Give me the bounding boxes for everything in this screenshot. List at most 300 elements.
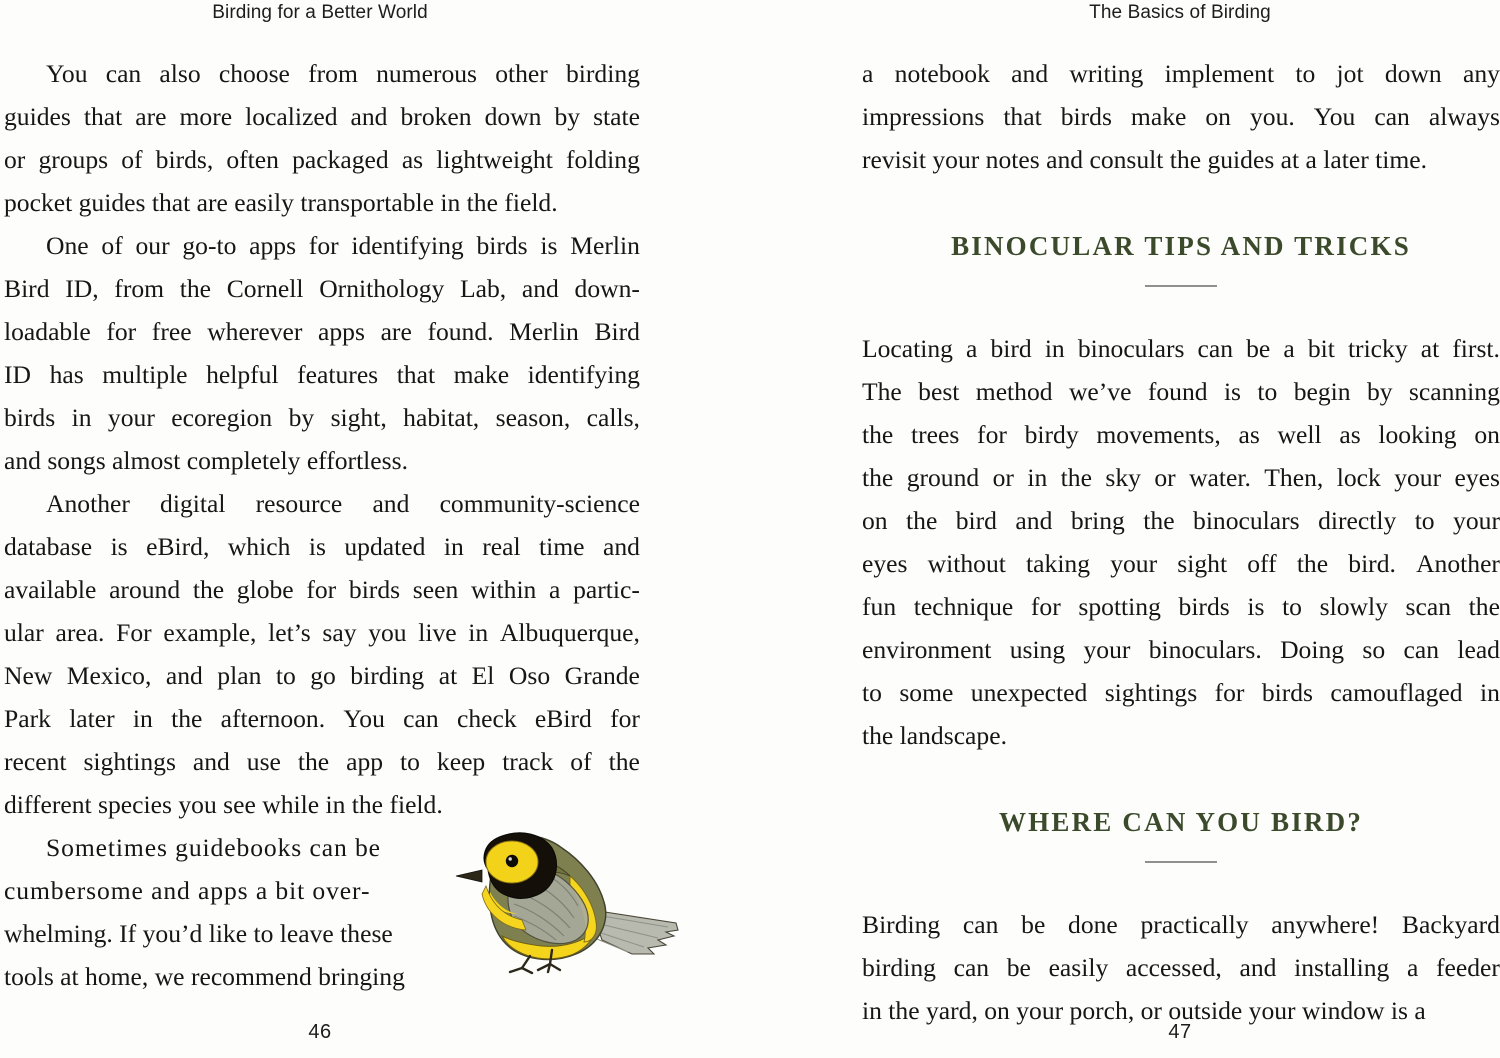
text-word: can: [105, 59, 142, 88]
text-word: bit: [1307, 334, 1335, 363]
text-word: globe: [236, 575, 294, 604]
text-word: are: [135, 102, 167, 131]
text-word: you.: [1249, 102, 1295, 131]
text-word: to: [1282, 592, 1302, 621]
text-word: to: [1414, 506, 1435, 535]
text-word: multiple: [102, 360, 188, 389]
text-word: the: [1468, 592, 1500, 621]
text-line: [4, 396, 640, 439]
text-line: pocket guides that are easily transportable in the field.: [4, 188, 558, 217]
text-word: installing: [1294, 953, 1390, 982]
text-line: [4, 310, 640, 353]
text-word: keep: [436, 747, 486, 776]
text-word: has: [49, 360, 84, 389]
text-word: as: [1238, 420, 1260, 449]
text-line: [862, 671, 1500, 714]
text-word: birding: [350, 661, 425, 690]
text-word: in: [71, 403, 92, 432]
text-word: as: [401, 145, 424, 174]
text-word: your: [1110, 549, 1158, 578]
text-word: time: [539, 532, 585, 561]
text-word: Then,: [1264, 463, 1324, 492]
text-word: for: [977, 420, 1007, 449]
text-word: is: [540, 231, 558, 260]
text-word: on: [1205, 102, 1231, 131]
text-word: and: [372, 489, 410, 518]
section-heading-block: [862, 801, 1500, 863]
text-word: easily: [1048, 953, 1109, 982]
text-word: and: [1011, 59, 1049, 88]
text-word: example,: [163, 618, 257, 647]
text-word: can: [962, 910, 999, 939]
text-word: by: [554, 102, 581, 131]
text-word: birds: [476, 231, 528, 260]
text-word: the: [1060, 463, 1092, 492]
text-word: that: [83, 102, 123, 131]
text-word: binoculars: [1077, 334, 1185, 363]
text-word: your: [1394, 463, 1442, 492]
text-line: tools at home, we recommend bringing: [4, 962, 405, 991]
text-line: [4, 525, 640, 568]
bird-beak: [456, 870, 482, 882]
text-word: The: [862, 377, 902, 406]
text-word: features: [297, 360, 379, 389]
text-word: the: [862, 463, 894, 492]
text-word: for: [306, 575, 337, 604]
text-word: binoculars.: [1148, 635, 1262, 664]
text-word: of: [121, 145, 143, 174]
text-word: the: [862, 420, 894, 449]
text-word: Merlin: [570, 231, 640, 260]
section-heading: BINOCULAR TIPS AND TRICKS: [951, 231, 1411, 261]
text-line: [4, 224, 640, 267]
text-word: within: [470, 575, 537, 604]
text-word: scanning: [1408, 377, 1500, 406]
text-word: fun: [862, 592, 897, 621]
text-word: sight,: [330, 403, 387, 432]
text-word: ground: [906, 463, 980, 492]
text-word: binoculars: [1193, 506, 1300, 535]
text-word: to: [1257, 377, 1278, 406]
text-word: You: [343, 704, 385, 733]
text-word: folding: [565, 145, 640, 174]
text-word: apps: [318, 317, 365, 346]
text-word: and: [350, 102, 388, 131]
text-word: looking: [1378, 420, 1457, 449]
text-word: area.: [55, 618, 105, 647]
text-word: is: [1247, 592, 1265, 621]
text-word: go-to: [182, 231, 237, 260]
text-word: that: [396, 360, 436, 389]
text-word: Bird: [594, 317, 640, 346]
text-word: broken: [400, 102, 472, 131]
text-word: birds: [1060, 102, 1112, 131]
text-word: the: [906, 506, 938, 535]
text-word: and: [602, 532, 640, 561]
text-word: live: [418, 618, 457, 647]
text-word: Lab,: [460, 274, 507, 303]
text-word: of: [570, 747, 592, 776]
text-word: is: [110, 532, 128, 561]
text-word: by: [288, 403, 315, 432]
text-line: [862, 413, 1500, 456]
text-word: ular: [4, 618, 44, 647]
text-word: Another: [46, 489, 130, 518]
text-word: is: [308, 532, 326, 561]
text-word: on: [1474, 420, 1500, 449]
text-word: to: [275, 661, 296, 690]
text-word: localized: [245, 102, 338, 131]
text-word: Backyard: [1401, 910, 1500, 939]
text-word: can: [953, 953, 990, 982]
text-word: Doing: [1280, 635, 1345, 664]
text-word: Albuquerque,: [499, 618, 640, 647]
text-word: birds: [348, 575, 401, 604]
text-word: groups: [38, 145, 109, 174]
section-divider-rule: [1145, 285, 1217, 287]
text-line: [862, 52, 1500, 95]
text-word: resource: [255, 489, 343, 518]
text-word: to: [1295, 59, 1316, 88]
text-word: can: [403, 704, 439, 733]
text-word: can: [1197, 334, 1234, 363]
text-word: bird: [990, 334, 1032, 363]
text-line: [862, 903, 1500, 946]
text-word: Oso: [508, 661, 551, 690]
text-line: [862, 95, 1500, 138]
text-word: Mexico,: [66, 661, 152, 690]
text-word: guides: [4, 102, 71, 131]
running-head-right: The Basics of Birding: [1089, 2, 1271, 23]
text-word: Park: [4, 704, 51, 733]
bird-eye-highlight: [509, 857, 512, 860]
text-word: for: [610, 704, 640, 733]
text-word: season,: [495, 403, 571, 432]
text-word: are: [380, 317, 412, 346]
text-word: birds: [4, 403, 56, 432]
text-line: [862, 542, 1500, 585]
text-word: birds: [1261, 678, 1314, 707]
text-word: bird: [955, 506, 997, 535]
text-word: found.: [427, 317, 494, 346]
text-word: or: [1154, 463, 1176, 492]
text-word: digital: [160, 489, 226, 518]
text-word: taking: [1026, 549, 1091, 578]
text-word: use: [246, 747, 281, 776]
text-word: writing: [1069, 59, 1144, 88]
text-word: afternoon.: [220, 704, 326, 733]
text-word: and: [521, 274, 559, 303]
text-word: and: [192, 747, 230, 776]
paragraph: [862, 903, 1500, 1032]
text-word: water.: [1189, 463, 1251, 492]
text-word: the: [179, 274, 212, 303]
paragraph: [4, 224, 640, 482]
text-word: of: [101, 231, 123, 260]
text-word: apps: [249, 231, 297, 260]
text-word: in: [132, 704, 153, 733]
text-word: be: [1006, 953, 1031, 982]
text-word: by: [1366, 377, 1393, 406]
text-word: your: [1453, 506, 1500, 535]
text-word: seen: [412, 575, 459, 604]
text-line: [4, 654, 640, 697]
text-word: bird.: [1348, 549, 1396, 578]
text-word: movements,: [1096, 420, 1221, 449]
text-word: the: [192, 575, 225, 604]
text-word: anywhere!: [1271, 910, 1380, 939]
text-word: eBird: [534, 704, 592, 733]
text-word: trees: [911, 420, 960, 449]
text-word: off: [1247, 549, 1277, 578]
text-word: sightings: [83, 747, 176, 776]
text-word: that: [1003, 102, 1042, 131]
text-word: One: [46, 231, 89, 260]
text-word: using: [1009, 635, 1066, 664]
text-word: down-: [574, 274, 640, 303]
text-word: ecoregion: [171, 403, 273, 432]
text-word: numerous: [376, 59, 478, 88]
text-word: a: [549, 575, 561, 604]
text-word: or: [4, 145, 26, 174]
text-word: lightweight: [436, 145, 553, 174]
page-number-left: 46: [308, 1021, 332, 1043]
text-word: done: [1068, 910, 1118, 939]
text-line: [862, 946, 1500, 989]
text-word: accessed,: [1125, 953, 1222, 982]
text-word: jot: [1336, 59, 1364, 88]
text-word: packaged: [292, 145, 389, 174]
text-word: at: [438, 661, 458, 690]
text-word: Another: [1416, 549, 1500, 578]
text-word: any: [1462, 59, 1500, 88]
text-word: your: [1083, 635, 1131, 664]
text-word: implement: [1164, 59, 1275, 88]
text-word: sky: [1105, 463, 1141, 492]
text-word: the: [608, 747, 640, 776]
text-word: for: [1214, 678, 1245, 707]
text-word: habitat,: [403, 403, 480, 432]
text-word: loadable: [4, 317, 91, 346]
text-word: Locating: [862, 334, 953, 363]
section-divider-rule: [1145, 861, 1217, 863]
text-word: spotting: [1078, 592, 1161, 621]
text-word: for: [308, 231, 339, 260]
text-word: recent: [4, 747, 67, 776]
text-line: [4, 740, 640, 783]
paragraph: [862, 327, 1500, 757]
text-word: directly: [1318, 506, 1397, 535]
text-word: more: [179, 102, 233, 131]
text-line: and songs almost completely effortless.: [4, 446, 408, 475]
text-word: tricky: [1347, 334, 1408, 363]
page-number-right: 47: [1168, 1021, 1192, 1043]
text-word: the: [171, 704, 203, 733]
paragraph: [862, 52, 1500, 181]
text-word: in: [1044, 334, 1065, 363]
text-word: plan: [217, 661, 262, 690]
text-line: [862, 499, 1500, 542]
text-word: camouflaged: [1330, 678, 1463, 707]
text-word: go: [310, 661, 336, 690]
text-line: [862, 370, 1500, 413]
text-word: the: [1143, 506, 1175, 535]
text-line: revisit your notes and consult the guides at a later time.: [862, 145, 1428, 174]
text-word: For: [116, 618, 152, 647]
text-word: app: [346, 747, 384, 776]
text-line: different species you see while in the field.: [4, 790, 443, 819]
text-word: be: [1021, 910, 1046, 939]
text-line: [862, 456, 1500, 499]
text-word: and: [1015, 506, 1053, 535]
text-line: whelming. If you’d like to leave these: [4, 919, 393, 948]
text-word: bring: [1070, 506, 1125, 535]
text-word: updated: [344, 532, 426, 561]
text-line: Sometimes guidebooks can be: [46, 833, 381, 862]
text-word: and: [1239, 953, 1277, 982]
text-word: birds: [1178, 592, 1230, 621]
text-word: wherever: [207, 317, 303, 346]
text-word: eyes: [1454, 463, 1500, 492]
text-word: Ornithology: [319, 274, 445, 303]
text-word: feeder: [1436, 953, 1500, 982]
text-word: make: [453, 360, 510, 389]
text-word: at: [1420, 334, 1440, 363]
text-word: from: [114, 274, 165, 303]
text-word: partic-: [573, 575, 640, 604]
text-word: environment: [862, 635, 992, 664]
text-word: track: [502, 747, 554, 776]
text-word: available: [4, 575, 97, 604]
hooded-warbler-svg: [452, 818, 682, 976]
text-word: practically: [1140, 910, 1249, 939]
paragraph: [4, 482, 640, 826]
text-word: eBird,: [146, 532, 210, 561]
text-line: cumbersome and apps a bit over-: [4, 876, 371, 905]
text-word: down: [1384, 59, 1442, 88]
text-word: You: [1313, 102, 1356, 131]
text-word: the: [1296, 549, 1329, 578]
text-word: or: [992, 463, 1014, 492]
text-word: choose: [218, 59, 290, 88]
text-word: can: [1374, 102, 1410, 131]
text-word: in: [1027, 463, 1048, 492]
text-line: [4, 267, 640, 310]
text-word: around: [109, 575, 181, 604]
text-word: You: [46, 59, 88, 88]
text-word: calls,: [586, 403, 640, 432]
text-word: state: [593, 102, 640, 131]
text-word: a: [966, 334, 978, 363]
text-word: your: [107, 403, 155, 432]
text-word: other: [495, 59, 548, 88]
text-word: well: [1277, 420, 1322, 449]
hooded-warbler-illustration: [452, 818, 682, 976]
text-word: can: [1403, 635, 1440, 664]
text-word: impressions: [862, 102, 985, 131]
right-page-text-column: [862, 52, 1500, 1025]
text-word: on: [862, 506, 888, 535]
text-word: real: [482, 532, 521, 561]
text-word: without: [927, 549, 1006, 578]
text-line: [4, 52, 640, 95]
text-word: also: [159, 59, 201, 88]
text-word: be: [1246, 334, 1271, 363]
text-line: [862, 628, 1500, 671]
text-word: lead: [1457, 635, 1500, 664]
text-word: identifying: [351, 231, 464, 260]
text-word: is: [1223, 377, 1242, 406]
text-word: sight: [1177, 549, 1228, 578]
text-word: first.: [1452, 334, 1500, 363]
text-word: from: [308, 59, 358, 88]
text-word: a: [1283, 334, 1295, 363]
text-word: to: [862, 678, 882, 707]
section-heading: WHERE CAN YOU BIRD?: [998, 807, 1364, 837]
text-word: identifying: [527, 360, 640, 389]
text-word: and: [165, 661, 203, 690]
text-word: Bird: [4, 274, 50, 303]
text-line: in the yard, on your porch, or outside your window is a: [862, 996, 1426, 1025]
text-word: let’s: [268, 618, 311, 647]
text-word: to: [400, 747, 420, 776]
text-line: [862, 585, 1500, 628]
text-line: [862, 327, 1500, 370]
text-word: eyes: [862, 549, 908, 578]
text-word: we’ve: [1068, 377, 1132, 406]
text-word: lock: [1336, 463, 1381, 492]
text-word: always: [1428, 102, 1500, 131]
text-word: a: [862, 59, 874, 88]
text-word: found: [1147, 377, 1208, 406]
text-line: [4, 95, 640, 138]
text-word: as: [1339, 420, 1361, 449]
text-word: Birding: [862, 910, 941, 939]
text-word: method: [975, 377, 1053, 406]
text-word: some: [899, 678, 954, 707]
running-head-left: Birding for a Better World: [212, 2, 428, 23]
text-line: [4, 353, 640, 396]
text-word: for: [106, 317, 137, 346]
text-word: in: [443, 532, 464, 561]
text-word: the: [297, 747, 330, 776]
text-word: our: [135, 231, 170, 260]
text-word: birdy: [1024, 420, 1079, 449]
text-word: best: [918, 377, 960, 406]
paragraph: [4, 52, 640, 224]
text-line: [4, 697, 640, 740]
text-word: you: [368, 618, 407, 647]
text-word: helpful: [206, 360, 279, 389]
text-word: birding: [565, 59, 640, 88]
text-line: [4, 138, 640, 181]
text-word: for: [1030, 592, 1061, 621]
text-word: sightings: [1104, 678, 1198, 707]
text-word: down: [484, 102, 542, 131]
text-word: often: [226, 145, 279, 174]
text-word: in: [468, 618, 489, 647]
text-word: birds,: [155, 145, 214, 174]
text-word: begin: [1293, 377, 1351, 406]
text-word: notebook: [894, 59, 990, 88]
text-word: ID: [4, 360, 32, 389]
text-word: Grande: [564, 661, 640, 690]
text-word: technique: [913, 592, 1014, 621]
text-word: birding: [862, 953, 936, 982]
section-heading-block: [862, 225, 1500, 287]
text-word: later: [69, 704, 115, 733]
text-word: say: [322, 618, 357, 647]
